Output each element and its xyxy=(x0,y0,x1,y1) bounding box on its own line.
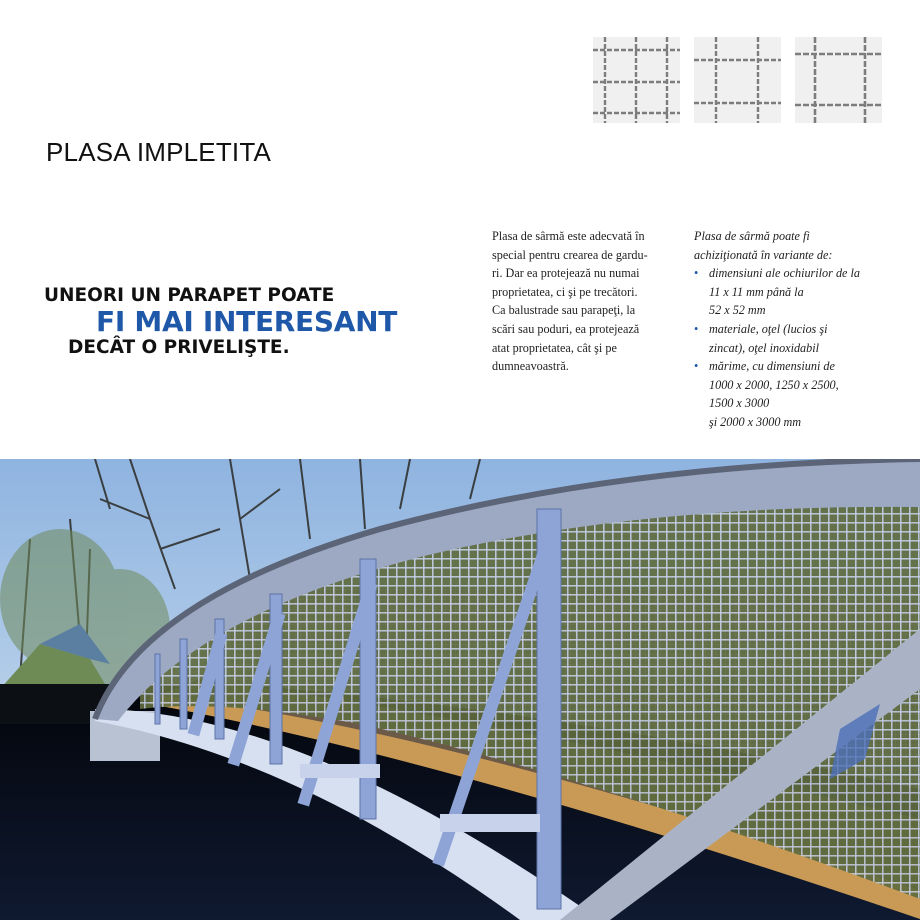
variant-item-mesh-size xyxy=(694,264,894,320)
variant-item-sizes xyxy=(694,357,894,431)
variant-line: dimensiuni ale ochiurilor de la xyxy=(709,266,860,281)
variant-line: 11 x 11 mm până la xyxy=(709,284,804,299)
medium-mesh-sample xyxy=(694,37,781,123)
description-line: ri. Dar ea protejează nu numai xyxy=(492,266,640,281)
description-line: scări sau poduri, ea protejează xyxy=(492,321,640,336)
variant-line: 1000 x 2000, 1250 x 2500, xyxy=(709,377,839,392)
description-paragraph xyxy=(492,227,677,376)
description-line: special pentru crearea de gardu- xyxy=(492,247,648,262)
slogan xyxy=(44,287,397,357)
description-line: dumneavoastră. xyxy=(492,359,569,374)
page-title: PLASA IMPLETITA xyxy=(46,137,272,167)
variant-line: zincat), oţel inoxidabil xyxy=(709,340,820,355)
variants-intro: Plasa de sârmă poate fi xyxy=(694,229,810,243)
bullet-icon: • xyxy=(694,321,699,336)
variant-line: 1500 x 3000 xyxy=(709,396,770,411)
mesh-samples xyxy=(593,37,882,123)
coarse-mesh-sample xyxy=(795,37,882,123)
bullet-icon: • xyxy=(694,266,699,281)
slogan-line-2-highlight: FI MAI INTERESANT xyxy=(96,304,398,338)
description-line: atat proprietatea, cât şi pe xyxy=(492,340,617,355)
variants-list xyxy=(694,227,894,432)
variant-line: materiale, oţel (lucios şi xyxy=(709,321,828,336)
variants-intro: achiziţionată în variante de: xyxy=(694,247,833,262)
bridge-photo xyxy=(0,459,920,920)
fine-mesh-sample xyxy=(593,37,680,123)
bullet-icon: • xyxy=(694,359,699,374)
description-line: Plasa de sârmă este adecvată în xyxy=(492,229,645,243)
description-line: Ca balustrade sau parapeţi, la xyxy=(492,303,636,318)
slogan-line-3: DECÂT O PRIVELIŞTE. xyxy=(68,336,290,358)
variant-line: 52 x 52 mm xyxy=(709,303,766,318)
slogan-line-1: UNEORI UN PARAPET POATE xyxy=(44,285,335,306)
variant-line: şi 2000 x 3000 mm xyxy=(709,414,802,429)
variant-item-materials xyxy=(694,320,894,357)
description-line: proprietatea, ci şi pe trecători. xyxy=(492,284,638,299)
variant-line: mărime, cu dimensiuni de xyxy=(709,359,835,374)
